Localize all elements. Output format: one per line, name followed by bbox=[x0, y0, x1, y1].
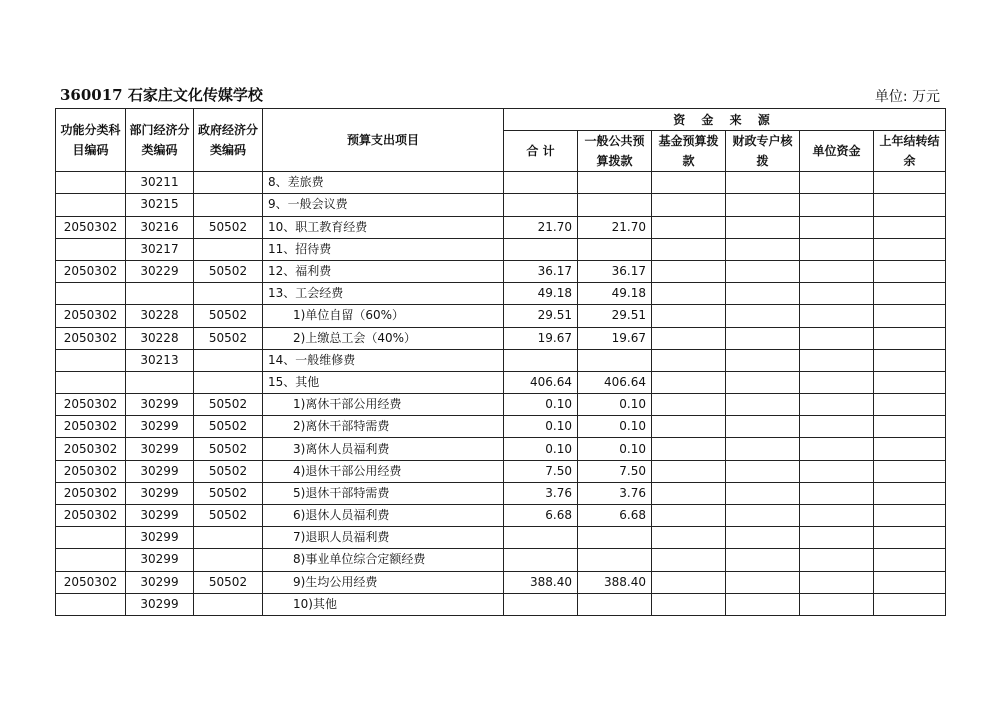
cell-general: 6.68 bbox=[578, 505, 652, 527]
cell-dept-code bbox=[126, 371, 194, 393]
cell-unit-fund bbox=[800, 216, 874, 238]
cell-fund bbox=[652, 438, 726, 460]
cell-carryover bbox=[874, 549, 946, 571]
cell-total: 3.76 bbox=[504, 482, 578, 504]
cell-general bbox=[578, 527, 652, 549]
cell-dept-code: 30299 bbox=[126, 505, 194, 527]
cell-item: 10)其他 bbox=[263, 593, 504, 615]
cell-carryover bbox=[874, 593, 946, 615]
table-row bbox=[56, 571, 946, 593]
cell-fiscal bbox=[726, 527, 800, 549]
cell-gov-code: 50502 bbox=[194, 571, 263, 593]
cell-item: 8、差旅费 bbox=[263, 172, 504, 194]
cell-func-code: 2050302 bbox=[56, 416, 126, 438]
cell-dept-code: 30213 bbox=[126, 349, 194, 371]
cell-total bbox=[504, 527, 578, 549]
cell-fiscal bbox=[726, 327, 800, 349]
cell-func-code: 2050302 bbox=[56, 482, 126, 504]
cell-fiscal bbox=[726, 260, 800, 282]
cell-total bbox=[504, 194, 578, 216]
col-item: 预算支出项目 bbox=[263, 109, 504, 172]
cell-unit-fund bbox=[800, 438, 874, 460]
cell-unit-fund bbox=[800, 549, 874, 571]
cell-unit-fund bbox=[800, 349, 874, 371]
table-row bbox=[56, 593, 946, 615]
table-row bbox=[56, 305, 946, 327]
cell-total: 388.40 bbox=[504, 571, 578, 593]
cell-unit-fund bbox=[800, 527, 874, 549]
cell-item: 9、一般会议费 bbox=[263, 194, 504, 216]
col-fiscal: 财政专户核拨 bbox=[726, 131, 800, 172]
col-gov-code: 政府经济分类编码 bbox=[194, 109, 263, 172]
cell-unit-fund bbox=[800, 371, 874, 393]
cell-general: 406.64 bbox=[578, 371, 652, 393]
cell-item: 11、招待费 bbox=[263, 238, 504, 260]
cell-item: 14、一般维修费 bbox=[263, 349, 504, 371]
cell-total bbox=[504, 172, 578, 194]
cell-fund bbox=[652, 394, 726, 416]
cell-total: 406.64 bbox=[504, 371, 578, 393]
cell-item: 7)退职人员福利费 bbox=[263, 527, 504, 549]
cell-dept-code: 30299 bbox=[126, 571, 194, 593]
cell-func-code bbox=[56, 349, 126, 371]
table-row bbox=[56, 460, 946, 482]
cell-unit-fund bbox=[800, 172, 874, 194]
cell-func-code bbox=[56, 194, 126, 216]
cell-gov-code bbox=[194, 283, 263, 305]
cell-item: 1)单位自留（60%） bbox=[263, 305, 504, 327]
cell-item: 15、其他 bbox=[263, 371, 504, 393]
cell-fiscal bbox=[726, 416, 800, 438]
cell-general: 0.10 bbox=[578, 438, 652, 460]
col-fund: 基金预算拨款 bbox=[652, 131, 726, 172]
cell-carryover bbox=[874, 371, 946, 393]
unit-label: 单位: 万元 bbox=[874, 89, 940, 105]
cell-general: 49.18 bbox=[578, 283, 652, 305]
cell-carryover bbox=[874, 283, 946, 305]
cell-unit-fund bbox=[800, 394, 874, 416]
cell-item: 5)退休干部特需费 bbox=[263, 482, 504, 504]
cell-general: 21.70 bbox=[578, 216, 652, 238]
cell-general: 36.17 bbox=[578, 260, 652, 282]
cell-fiscal bbox=[726, 460, 800, 482]
cell-unit-fund bbox=[800, 194, 874, 216]
cell-dept-code bbox=[126, 283, 194, 305]
cell-fund bbox=[652, 327, 726, 349]
table-row bbox=[56, 260, 946, 282]
col-carryover: 上年结转结余 bbox=[874, 131, 946, 172]
cell-func-code bbox=[56, 172, 126, 194]
cell-total bbox=[504, 349, 578, 371]
cell-carryover bbox=[874, 438, 946, 460]
table-row bbox=[56, 238, 946, 260]
cell-fund bbox=[652, 194, 726, 216]
cell-fiscal bbox=[726, 194, 800, 216]
cell-unit-fund bbox=[800, 283, 874, 305]
cell-total: 0.10 bbox=[504, 416, 578, 438]
cell-fund bbox=[652, 305, 726, 327]
col-dept-code: 部门经济分类编码 bbox=[126, 109, 194, 172]
cell-fund bbox=[652, 549, 726, 571]
cell-fund bbox=[652, 505, 726, 527]
col-unit-fund: 单位资金 bbox=[800, 131, 874, 172]
cell-dept-code: 30217 bbox=[126, 238, 194, 260]
cell-total: 19.67 bbox=[504, 327, 578, 349]
cell-fiscal bbox=[726, 305, 800, 327]
cell-dept-code: 30299 bbox=[126, 593, 194, 615]
cell-total: 0.10 bbox=[504, 438, 578, 460]
cell-unit-fund bbox=[800, 482, 874, 504]
cell-carryover bbox=[874, 194, 946, 216]
cell-func-code bbox=[56, 238, 126, 260]
cell-general: 29.51 bbox=[578, 305, 652, 327]
cell-gov-code bbox=[194, 238, 263, 260]
table-row bbox=[56, 416, 946, 438]
cell-gov-code bbox=[194, 593, 263, 615]
cell-total bbox=[504, 593, 578, 615]
cell-func-code: 2050302 bbox=[56, 438, 126, 460]
cell-gov-code bbox=[194, 172, 263, 194]
cell-fund bbox=[652, 349, 726, 371]
cell-item: 12、福利费 bbox=[263, 260, 504, 282]
cell-item: 2)上缴总工会（40%） bbox=[263, 327, 504, 349]
cell-general bbox=[578, 194, 652, 216]
cell-item: 4)退休干部公用经费 bbox=[263, 460, 504, 482]
cell-carryover bbox=[874, 172, 946, 194]
cell-func-code: 2050302 bbox=[56, 260, 126, 282]
cell-carryover bbox=[874, 416, 946, 438]
cell-func-code: 2050302 bbox=[56, 394, 126, 416]
table-row bbox=[56, 371, 946, 393]
cell-fiscal bbox=[726, 571, 800, 593]
cell-carryover bbox=[874, 305, 946, 327]
cell-dept-code: 30299 bbox=[126, 460, 194, 482]
cell-fiscal bbox=[726, 438, 800, 460]
cell-func-code: 2050302 bbox=[56, 505, 126, 527]
cell-gov-code: 50502 bbox=[194, 438, 263, 460]
cell-fiscal bbox=[726, 216, 800, 238]
cell-total: 6.68 bbox=[504, 505, 578, 527]
cell-gov-code bbox=[194, 349, 263, 371]
cell-carryover bbox=[874, 571, 946, 593]
cell-item: 8)事业单位综合定额经费 bbox=[263, 549, 504, 571]
cell-func-code: 2050302 bbox=[56, 571, 126, 593]
cell-gov-code: 50502 bbox=[194, 394, 263, 416]
cell-total bbox=[504, 238, 578, 260]
cell-gov-code bbox=[194, 371, 263, 393]
cell-dept-code: 30211 bbox=[126, 172, 194, 194]
cell-gov-code: 50502 bbox=[194, 327, 263, 349]
table-row bbox=[56, 549, 946, 571]
cell-item: 9)生均公用经费 bbox=[263, 571, 504, 593]
cell-general: 388.40 bbox=[578, 571, 652, 593]
cell-fiscal bbox=[726, 238, 800, 260]
cell-general: 3.76 bbox=[578, 482, 652, 504]
cell-gov-code: 50502 bbox=[194, 505, 263, 527]
cell-carryover bbox=[874, 327, 946, 349]
table-row bbox=[56, 505, 946, 527]
cell-item: 10、职工教育经费 bbox=[263, 216, 504, 238]
cell-unit-fund bbox=[800, 260, 874, 282]
cell-general bbox=[578, 549, 652, 571]
cell-fiscal bbox=[726, 172, 800, 194]
cell-total: 29.51 bbox=[504, 305, 578, 327]
cell-fund bbox=[652, 238, 726, 260]
cell-fund bbox=[652, 460, 726, 482]
cell-func-code: 2050302 bbox=[56, 460, 126, 482]
cell-carryover bbox=[874, 260, 946, 282]
table-row bbox=[56, 194, 946, 216]
table-row bbox=[56, 349, 946, 371]
cell-fiscal bbox=[726, 283, 800, 305]
cell-func-code bbox=[56, 593, 126, 615]
cell-general bbox=[578, 593, 652, 615]
cell-carryover bbox=[874, 216, 946, 238]
cell-fund bbox=[652, 527, 726, 549]
cell-unit-fund bbox=[800, 327, 874, 349]
cell-total: 7.50 bbox=[504, 460, 578, 482]
cell-total: 49.18 bbox=[504, 283, 578, 305]
cell-carryover bbox=[874, 238, 946, 260]
cell-dept-code: 30228 bbox=[126, 327, 194, 349]
cell-unit-fund bbox=[800, 305, 874, 327]
cell-fund bbox=[652, 216, 726, 238]
cell-carryover bbox=[874, 349, 946, 371]
table-row bbox=[56, 216, 946, 238]
cell-general: 0.10 bbox=[578, 394, 652, 416]
cell-fund bbox=[652, 571, 726, 593]
cell-fund bbox=[652, 283, 726, 305]
cell-unit-fund bbox=[800, 593, 874, 615]
cell-unit-fund bbox=[800, 238, 874, 260]
cell-item: 2)离休干部特需费 bbox=[263, 416, 504, 438]
cell-carryover bbox=[874, 482, 946, 504]
cell-total: 21.70 bbox=[504, 216, 578, 238]
cell-carryover bbox=[874, 505, 946, 527]
cell-carryover bbox=[874, 527, 946, 549]
cell-fund bbox=[652, 172, 726, 194]
cell-gov-code bbox=[194, 527, 263, 549]
cell-fiscal bbox=[726, 394, 800, 416]
cell-dept-code: 30299 bbox=[126, 527, 194, 549]
cell-dept-code: 30228 bbox=[126, 305, 194, 327]
cell-unit-fund bbox=[800, 460, 874, 482]
cell-item: 13、工会经费 bbox=[263, 283, 504, 305]
cell-fund bbox=[652, 371, 726, 393]
cell-gov-code bbox=[194, 549, 263, 571]
cell-fiscal bbox=[726, 505, 800, 527]
table-row bbox=[56, 394, 946, 416]
cell-general bbox=[578, 238, 652, 260]
cell-general: 19.67 bbox=[578, 327, 652, 349]
cell-func-code: 2050302 bbox=[56, 305, 126, 327]
cell-fund bbox=[652, 482, 726, 504]
col-total: 合 计 bbox=[504, 131, 578, 172]
cell-gov-code: 50502 bbox=[194, 260, 263, 282]
cell-func-code: 2050302 bbox=[56, 327, 126, 349]
cell-total: 36.17 bbox=[504, 260, 578, 282]
cell-general bbox=[578, 349, 652, 371]
cell-carryover bbox=[874, 394, 946, 416]
cell-dept-code: 30299 bbox=[126, 438, 194, 460]
cell-unit-fund bbox=[800, 505, 874, 527]
cell-gov-code: 50502 bbox=[194, 460, 263, 482]
cell-dept-code: 30299 bbox=[126, 416, 194, 438]
cell-gov-code: 50502 bbox=[194, 416, 263, 438]
cell-dept-code: 30299 bbox=[126, 482, 194, 504]
cell-func-code: 2050302 bbox=[56, 216, 126, 238]
cell-gov-code: 50502 bbox=[194, 305, 263, 327]
cell-fiscal bbox=[726, 549, 800, 571]
cell-dept-code: 30229 bbox=[126, 260, 194, 282]
cell-general bbox=[578, 172, 652, 194]
cell-dept-code: 30299 bbox=[126, 549, 194, 571]
budget-table bbox=[55, 108, 946, 616]
cell-unit-fund bbox=[800, 571, 874, 593]
cell-general: 0.10 bbox=[578, 416, 652, 438]
cell-general: 7.50 bbox=[578, 460, 652, 482]
table-row bbox=[56, 172, 946, 194]
cell-fiscal bbox=[726, 593, 800, 615]
cell-func-code bbox=[56, 527, 126, 549]
cell-func-code bbox=[56, 371, 126, 393]
cell-dept-code: 30216 bbox=[126, 216, 194, 238]
cell-fiscal bbox=[726, 482, 800, 504]
cell-gov-code: 50502 bbox=[194, 216, 263, 238]
table-body bbox=[56, 172, 946, 616]
cell-fund bbox=[652, 593, 726, 615]
table-row bbox=[56, 527, 946, 549]
cell-total: 0.10 bbox=[504, 394, 578, 416]
cell-fund bbox=[652, 260, 726, 282]
cell-fiscal bbox=[726, 371, 800, 393]
table-row bbox=[56, 283, 946, 305]
col-func-code: 功能分类科目编码 bbox=[56, 109, 126, 172]
cell-gov-code bbox=[194, 194, 263, 216]
col-source-group: 资 金 来 源 bbox=[504, 109, 946, 131]
cell-item: 1)离休干部公用经费 bbox=[263, 394, 504, 416]
cell-item: 3)离休人员福利费 bbox=[263, 438, 504, 460]
table-row bbox=[56, 327, 946, 349]
table-row bbox=[56, 482, 946, 504]
cell-dept-code: 30215 bbox=[126, 194, 194, 216]
col-general: 一般公共预算拨款 bbox=[578, 131, 652, 172]
cell-unit-fund bbox=[800, 416, 874, 438]
cell-gov-code: 50502 bbox=[194, 482, 263, 504]
cell-item: 6)退休人员福利费 bbox=[263, 505, 504, 527]
table-row bbox=[56, 438, 946, 460]
org-title: 360017 石家庄文化传媒学校 bbox=[60, 86, 263, 104]
cell-func-code bbox=[56, 549, 126, 571]
table-header bbox=[56, 109, 946, 172]
cell-carryover bbox=[874, 460, 946, 482]
cell-total bbox=[504, 549, 578, 571]
cell-fund bbox=[652, 416, 726, 438]
cell-fiscal bbox=[726, 349, 800, 371]
cell-func-code bbox=[56, 283, 126, 305]
cell-dept-code: 30299 bbox=[126, 394, 194, 416]
